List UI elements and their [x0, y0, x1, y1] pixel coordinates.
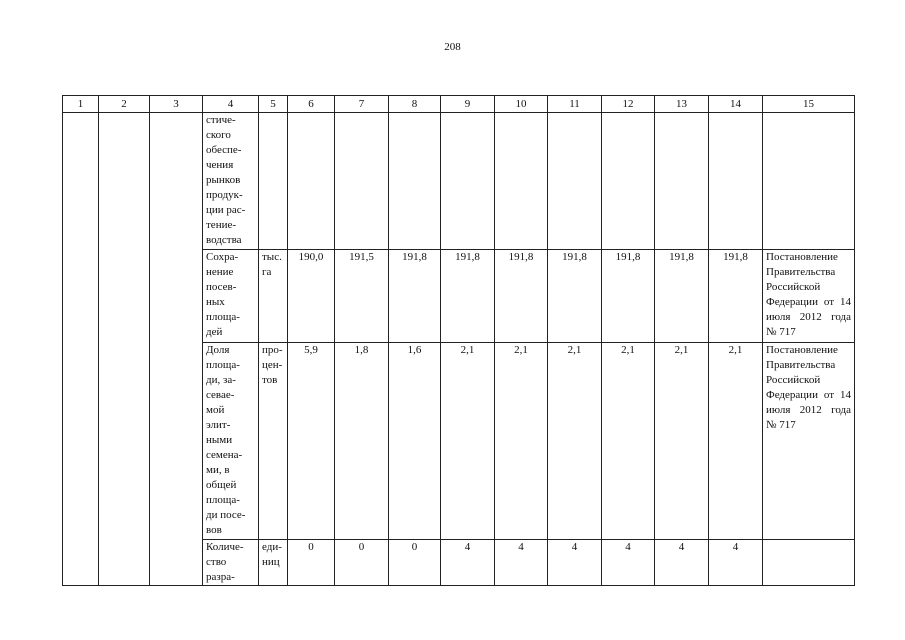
value-cell: 2,1: [602, 343, 655, 540]
column-number: 2: [99, 96, 150, 113]
column-number: 11: [548, 96, 602, 113]
value-cell: 0: [389, 540, 441, 586]
column-number: 14: [709, 96, 763, 113]
column-number: 1: [63, 96, 99, 113]
value-cell: 1,8: [335, 343, 389, 540]
value-cell: 190,0: [288, 250, 335, 343]
column-number: 4: [203, 96, 259, 113]
value-cell: 4: [602, 540, 655, 586]
indicator-cell: Сохра- нение посев- ных площа- дей: [203, 250, 259, 343]
column-number-row: [63, 96, 855, 113]
empty-cell: [63, 540, 99, 586]
value-cell: 191,8: [655, 250, 709, 343]
value-cell: 2,1: [548, 343, 602, 540]
value-cell: 2,1: [495, 343, 548, 540]
indicator-cell: Доля площа- ди, за- севае- мой элит- ными семена- ми, в общей площа- ди посе- вов: [203, 343, 259, 540]
value-cell: [288, 113, 335, 250]
value-cell: 0: [335, 540, 389, 586]
table-row: [63, 113, 855, 250]
indicator-cell: стиче- ского обеспе- чения рынков продук- ции рас- тение- водства: [203, 113, 259, 250]
value-cell: [709, 113, 763, 250]
value-cell: 0: [288, 540, 335, 586]
column-number: 13: [655, 96, 709, 113]
value-cell: 5,9: [288, 343, 335, 540]
value-cell: 4: [655, 540, 709, 586]
empty-cell: [99, 250, 150, 343]
document-cell: Постановление Правительства Российской Федерации от 14 июля 2012 года № 717: [763, 343, 855, 540]
document-cell: [763, 113, 855, 250]
document-cell: Постановление Правительства Российской Федерации от 14 июля 2012 года № 717: [763, 250, 855, 343]
column-number: 6: [288, 96, 335, 113]
column-number: 10: [495, 96, 548, 113]
empty-cell: [150, 540, 203, 586]
value-cell: [602, 113, 655, 250]
value-cell: 4: [548, 540, 602, 586]
column-number: 9: [441, 96, 495, 113]
empty-cell: [99, 343, 150, 540]
value-cell: 4: [441, 540, 495, 586]
value-cell: 4: [709, 540, 763, 586]
empty-cell: [63, 113, 99, 250]
indicator-cell: Количе- ство разра-: [203, 540, 259, 586]
document-cell: [763, 540, 855, 586]
empty-cell: [99, 540, 150, 586]
unit-cell: про- цен- тов: [259, 343, 288, 540]
empty-cell: [150, 343, 203, 540]
column-number: 12: [602, 96, 655, 113]
value-cell: [335, 113, 389, 250]
empty-cell: [99, 113, 150, 250]
value-cell: [389, 113, 441, 250]
value-cell: 191,8: [602, 250, 655, 343]
column-number: 3: [150, 96, 203, 113]
value-cell: 191,5: [335, 250, 389, 343]
value-cell: 2,1: [655, 343, 709, 540]
unit-cell: тыс. га: [259, 250, 288, 343]
empty-cell: [150, 250, 203, 343]
unit-cell: [259, 113, 288, 250]
value-cell: [655, 113, 709, 250]
empty-cell: [63, 250, 99, 343]
value-cell: 2,1: [709, 343, 763, 540]
value-cell: 191,8: [709, 250, 763, 343]
value-cell: 4: [495, 540, 548, 586]
column-number: 5: [259, 96, 288, 113]
value-cell: 191,8: [441, 250, 495, 343]
page-number: 208: [444, 41, 461, 53]
column-number: 15: [763, 96, 855, 113]
value-cell: [548, 113, 602, 250]
indicators-table: [62, 95, 855, 586]
value-cell: 1,6: [389, 343, 441, 540]
value-cell: [495, 113, 548, 250]
value-cell: 191,8: [389, 250, 441, 343]
empty-cell: [63, 343, 99, 540]
table-row: [63, 540, 855, 586]
column-number: 7: [335, 96, 389, 113]
value-cell: [441, 113, 495, 250]
column-number: 8: [389, 96, 441, 113]
table-row: [63, 343, 855, 540]
table-row: [63, 250, 855, 343]
value-cell: 191,8: [495, 250, 548, 343]
unit-cell: еди- ниц: [259, 540, 288, 586]
value-cell: 2,1: [441, 343, 495, 540]
empty-cell: [150, 113, 203, 250]
value-cell: 191,8: [548, 250, 602, 343]
